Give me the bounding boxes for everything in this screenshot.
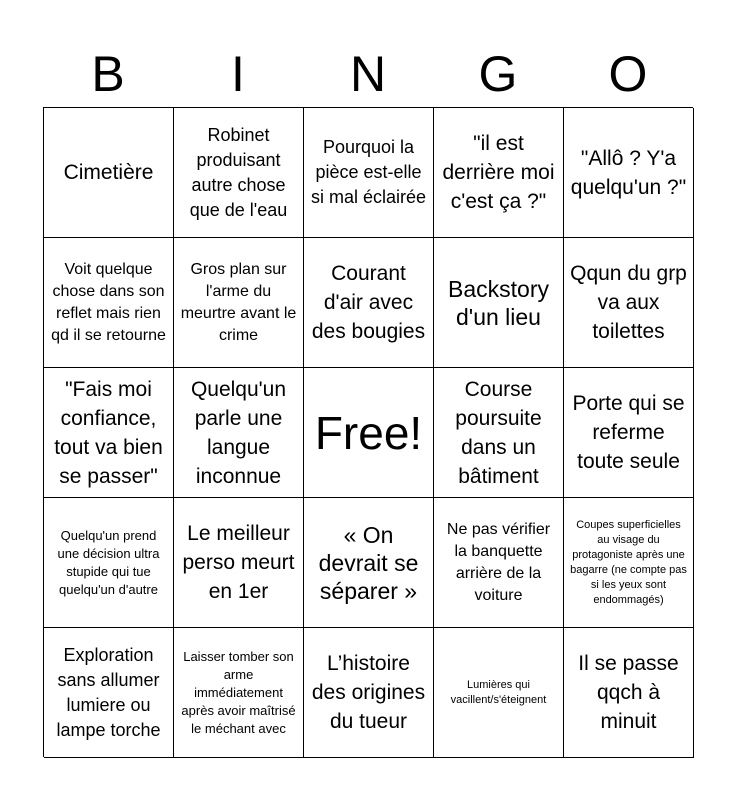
bingo-cell[interactable] <box>44 108 174 238</box>
bingo-cell[interactable] <box>434 238 564 368</box>
cell-text: Course poursuite dans un bâtiment <box>455 377 542 488</box>
header-letter-i: I <box>231 46 245 102</box>
free-cell-text: Free! <box>314 406 423 459</box>
cell-text: Robinet produisant autre chose que de l'eau <box>189 124 288 220</box>
cell-text: Quelqu'un prend une décision ultra stupide qui tue quelqu'un d'autre <box>57 527 160 597</box>
bingo-cell[interactable] <box>564 368 694 498</box>
bingo-cell[interactable] <box>44 238 174 368</box>
cell-text: Lumières qui vacillent/s'éteignent <box>450 678 547 706</box>
bingo-cell[interactable] <box>564 238 694 368</box>
bingo-cell[interactable] <box>174 238 304 368</box>
cell-text: Voit quelque chose dans son reflet mais rien qd il se retourne <box>51 260 166 344</box>
bingo-cell[interactable] <box>434 108 564 238</box>
cell-text: "Fais moi confiance, tout va bien se passer" <box>54 377 163 488</box>
header-letter-n: N <box>349 46 387 102</box>
bingo-grid <box>43 107 693 757</box>
bingo-cell[interactable] <box>564 108 694 238</box>
bingo-cell[interactable] <box>434 628 564 758</box>
bingo-cell[interactable] <box>434 498 564 628</box>
cell-text: Backstory d'un lieu <box>448 275 549 330</box>
cell-text: Porte qui se referme toute seule <box>572 392 685 473</box>
bingo-cell[interactable] <box>304 108 434 238</box>
cell-text: « On devrait se séparer » <box>318 521 419 604</box>
cell-text: L’histoire des origines du tueur <box>311 652 426 733</box>
header-letter-g: G <box>478 46 518 102</box>
bingo-cell[interactable] <box>564 628 694 758</box>
bingo-cell[interactable] <box>44 628 174 758</box>
cell-text: Gros plan sur l'arme du meurtre avant le crime <box>180 260 297 344</box>
cell-text: Courant d'air avec des bougies <box>311 262 426 343</box>
bingo-cell[interactable] <box>174 628 304 758</box>
header-letter-b: B <box>91 46 125 102</box>
cell-text: Cimetière <box>63 161 154 184</box>
cell-text: Ne pas vérifier la banquette arrière de la voiture <box>446 520 551 604</box>
bingo-header <box>43 42 693 106</box>
bingo-cell[interactable] <box>44 368 174 498</box>
cell-text: "Allô ? Y'a quelqu'un ?" <box>570 146 687 199</box>
cell-text: Laisser tomber son arme immédiatement après avoir maîtrisé le méchant avec <box>181 648 296 736</box>
cell-text: Qqun du grp va aux toilettes <box>570 262 687 343</box>
header-letter-o: O <box>608 46 648 102</box>
bingo-cell[interactable] <box>304 238 434 368</box>
cell-text: Quelqu'un parle une langue inconnue <box>190 377 287 488</box>
cell-text: Exploration sans allumer lumiere ou lampe torche <box>56 644 161 740</box>
bingo-cell[interactable] <box>564 498 694 628</box>
bingo-cell[interactable] <box>174 368 304 498</box>
bingo-cell[interactable] <box>174 498 304 628</box>
bingo-cell[interactable] <box>304 498 434 628</box>
cell-text: "il est derrière moi c'est ça ?" <box>442 132 555 213</box>
cell-text: Il se passe qqch à minuit <box>578 652 679 733</box>
bingo-cell[interactable] <box>434 368 564 498</box>
cell-text: Le meilleur perso meurt en 1er <box>182 522 295 603</box>
free-cell[interactable] <box>304 368 434 498</box>
bingo-cell[interactable] <box>44 498 174 628</box>
cell-text: Pourquoi la pièce est-elle si mal éclairée <box>310 137 427 207</box>
bingo-cell[interactable] <box>174 108 304 238</box>
cell-text: Coupes superficielles au visage du protagoniste après une bagarre (ne compte pas si les yeux sont endommagés) <box>570 518 687 606</box>
bingo-cell[interactable] <box>304 628 434 758</box>
